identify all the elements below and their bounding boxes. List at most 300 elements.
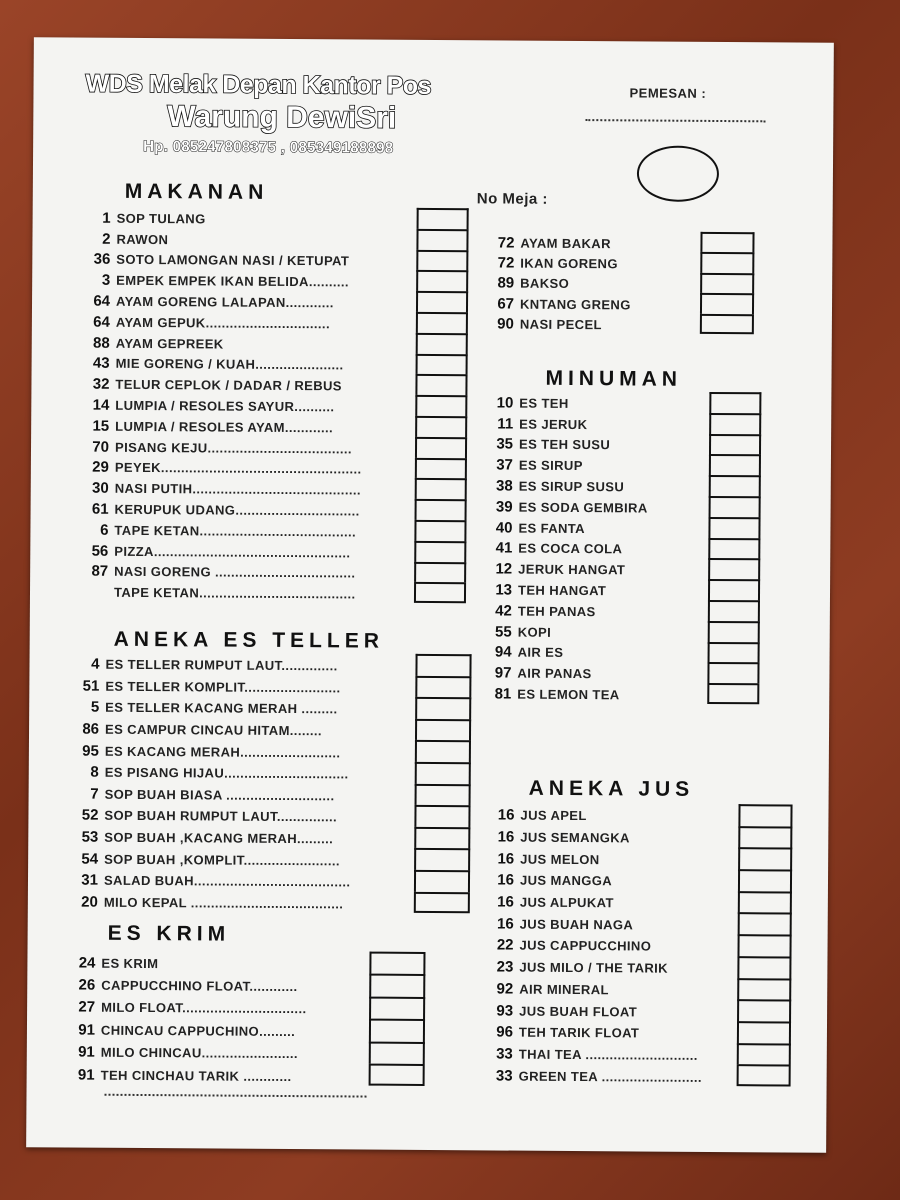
- quantity-box[interactable]: [414, 870, 470, 892]
- menu-item-name: ES KACANG MERAH.........................: [104, 743, 341, 761]
- es-krim-qty-boxes: [369, 952, 426, 1087]
- quantity-box[interactable]: [737, 1021, 791, 1043]
- quantity-box[interactable]: [414, 520, 466, 541]
- menu-item-name: TELUR CEPLOK / DADAR / REBUS: [115, 377, 342, 394]
- menu-item-number: 39: [495, 498, 513, 516]
- menu-item: [478, 642, 708, 664]
- menu-item-name: CHINCAU CAPPUCHINO.........: [100, 1022, 296, 1039]
- menu-item-name: AIR ES: [517, 645, 564, 661]
- menu-item-name: ES TELLER RUMPUT LAUT..............: [105, 657, 338, 674]
- menu-item-name: ES CAMPUR CINCAU HITAM........: [105, 721, 322, 739]
- menu-item-number: 51: [82, 677, 100, 695]
- menu-item-number: 38: [496, 477, 513, 495]
- aneka-jus-list: [479, 804, 739, 1088]
- menu-item: [479, 413, 709, 435]
- quantity-box[interactable]: [369, 1019, 425, 1042]
- table-number-label: No Meja :: [476, 190, 549, 208]
- menu-item-name: ES KRIM: [101, 955, 159, 971]
- quantity-box[interactable]: [415, 437, 467, 458]
- menu-item-number: 52: [81, 807, 99, 825]
- menu-item-name: JUS APEL: [520, 807, 587, 824]
- menu-item-name: NASI PECEL: [519, 316, 602, 333]
- menu-item-number: 56: [91, 542, 109, 560]
- menu-item-name: ES JERUK: [519, 416, 588, 432]
- quantity-box[interactable]: [708, 558, 760, 579]
- quantity-box[interactable]: [737, 1043, 791, 1065]
- menu-item: [76, 228, 416, 251]
- menu-item-number: 16: [497, 806, 515, 824]
- menu-item: [64, 869, 414, 893]
- menu-item-number: 89: [497, 274, 515, 293]
- menu-item: [76, 249, 416, 272]
- menu-item: [65, 783, 415, 807]
- menu-item-name: BAKSO: [520, 276, 570, 292]
- quantity-box[interactable]: [709, 392, 761, 413]
- menu-item-name: MILO FLOAT...............................: [101, 1000, 307, 1017]
- quantity-box[interactable]: [415, 457, 467, 478]
- menu-item: [65, 718, 415, 742]
- menu-item: [65, 740, 415, 764]
- menu-item: [479, 476, 709, 498]
- quantity-box[interactable]: [709, 434, 761, 455]
- menu-item-name: TEH PANAS: [517, 603, 596, 620]
- quantity-box[interactable]: [414, 848, 470, 870]
- menu-item: [477, 663, 707, 685]
- menu-item-number: 35: [496, 435, 514, 454]
- menu-item-name: JUS BUAH FLOAT: [519, 1003, 638, 1019]
- menu-item: [479, 1043, 737, 1066]
- menu-item-name: CAPPUCCHINO FLOAT............: [101, 977, 298, 995]
- quantity-box[interactable]: [700, 293, 754, 314]
- orderer-field[interactable]: [585, 119, 765, 122]
- menu-item-number: 27: [78, 999, 96, 1017]
- menu-item-number: 72: [497, 234, 515, 252]
- menu-item: [479, 956, 737, 979]
- menu-item-name: TEH HANGAT: [517, 582, 607, 599]
- section-title-makanan: MAKANAN: [124, 179, 269, 204]
- quantity-box[interactable]: [737, 999, 791, 1021]
- menu-item: [74, 519, 414, 542]
- quantity-box[interactable]: [416, 249, 468, 270]
- quantity-box[interactable]: [415, 478, 467, 499]
- menu-item: [76, 270, 416, 293]
- quantity-box[interactable]: [415, 783, 471, 805]
- orderer-label: PEMESAN :: [629, 85, 707, 101]
- menu-item-name: MILO KEPAL ......................................: [103, 894, 344, 912]
- menu-item-number: 11: [497, 415, 514, 433]
- menu-item-number: 86: [82, 720, 100, 738]
- menu-item-name: RAWON: [116, 231, 169, 247]
- makanan-qty-boxes: [414, 208, 469, 603]
- quantity-box[interactable]: [415, 374, 467, 395]
- menu-item-name: KOPI: [517, 624, 552, 640]
- menu-item-number: 2: [102, 230, 111, 248]
- quantity-box[interactable]: [700, 232, 754, 253]
- menu-item-number: 15: [92, 417, 110, 435]
- quantity-box[interactable]: [416, 333, 468, 354]
- quantity-box[interactable]: [709, 475, 761, 496]
- menu-item: [480, 232, 700, 254]
- menu-item-number: 91: [78, 1043, 95, 1061]
- menu-item: [480, 253, 700, 275]
- quantity-box[interactable]: [700, 273, 754, 294]
- menu-item: [75, 457, 415, 480]
- makanan-right-list: [480, 232, 701, 335]
- menu-item-number: 94: [494, 643, 512, 662]
- quantity-box[interactable]: [415, 654, 471, 676]
- quantity-box[interactable]: [369, 996, 425, 1019]
- aneka-jus-qty-boxes: [737, 804, 793, 1086]
- menu-item-number: 54: [81, 850, 99, 868]
- quantity-box[interactable]: [738, 913, 792, 935]
- menu-item-number: 5: [90, 699, 100, 717]
- quantity-box[interactable]: [414, 805, 470, 827]
- menu-item-name: SOP BUAH ,KOMPLIT........................: [104, 851, 340, 869]
- menu-item-name: PEYEK..................................................: [114, 460, 362, 477]
- menu-item-name: TAPE KETAN.......................................: [114, 522, 357, 540]
- menu-item: [61, 1063, 369, 1088]
- menu-item-number: 43: [92, 355, 110, 373]
- quantity-box[interactable]: [708, 538, 760, 559]
- quantity-box[interactable]: [708, 579, 760, 600]
- menu-item-number: 53: [81, 828, 99, 846]
- menu-item-number: 1: [102, 209, 111, 227]
- quantity-box[interactable]: [708, 621, 760, 642]
- quantity-box[interactable]: [415, 697, 471, 719]
- menu-item-number: 8: [90, 763, 99, 781]
- quantity-box[interactable]: [707, 662, 759, 683]
- es-teller-qty-boxes: [414, 654, 472, 914]
- menu-item-number: 36: [93, 251, 111, 269]
- menu-item-number: 10: [496, 394, 514, 412]
- menu-item: [478, 621, 708, 643]
- menu-item: [479, 1021, 737, 1044]
- menu-item-name: KERUPUK UDANG...............................: [114, 501, 360, 519]
- quantity-box[interactable]: [708, 600, 760, 621]
- es-krim-blank-line[interactable]: [104, 1094, 366, 1098]
- menu-item-name: JUS MANGGA: [519, 873, 613, 889]
- menu-item-name: AYAM GORENG LALAPAN............: [115, 293, 334, 311]
- menu-item: [65, 653, 415, 677]
- menu-item: [479, 934, 737, 957]
- menu-item-name: AIR PANAS: [517, 665, 592, 682]
- quantity-box[interactable]: [415, 675, 471, 697]
- menu-item: [75, 436, 415, 459]
- menu-item-name: MILO CHINCAU........................: [100, 1044, 298, 1062]
- menu-item-number: 29: [92, 459, 109, 477]
- menu-item-number: 26: [78, 976, 96, 994]
- quantity-box[interactable]: [415, 740, 471, 762]
- quantity-box[interactable]: [738, 891, 792, 913]
- menu-item-name: ES LEMON TEA: [517, 686, 620, 703]
- menu-item: [480, 314, 700, 336]
- makanan-list: [74, 208, 417, 606]
- menu-item-number: 32: [92, 375, 110, 394]
- quantity-box[interactable]: [369, 1064, 425, 1087]
- menu-item-number: 97: [494, 664, 512, 682]
- minuman-list: [477, 392, 709, 706]
- menu-item-number: 64: [93, 313, 110, 331]
- restaurant-name: Warung DewiSri: [167, 100, 397, 135]
- menu-item: [75, 374, 415, 397]
- menu-item: [480, 869, 738, 892]
- menu-item-number: 42: [495, 602, 512, 620]
- menu-item: [76, 291, 416, 314]
- section-title-es-krim: ES KRIM: [107, 921, 231, 946]
- menu-item-number: 87: [91, 563, 109, 581]
- menu-item: [74, 582, 414, 605]
- menu-item-number: 4: [91, 655, 100, 673]
- menu-item: [479, 1000, 737, 1023]
- menu-item: [75, 499, 415, 522]
- menu-item: [478, 580, 708, 602]
- table-number-circle[interactable]: [637, 145, 719, 202]
- quantity-box[interactable]: [416, 270, 468, 291]
- quantity-box[interactable]: [737, 1064, 791, 1086]
- menu-item: [478, 559, 708, 581]
- menu-item-number: 61: [91, 500, 109, 518]
- menu-item: [480, 891, 738, 914]
- menu-item-name: LUMPIA / RESOLES SAYUR..........: [115, 397, 335, 415]
- menu-item: [61, 996, 369, 1021]
- menu-item: [65, 675, 415, 699]
- menu-item-name: THAI TEA ............................: [518, 1046, 698, 1063]
- makanan-right-qty-boxes: [700, 232, 755, 334]
- quantity-box[interactable]: [415, 762, 471, 784]
- menu-item-name: JUS ALPUKAT: [519, 894, 614, 911]
- quantity-box[interactable]: [738, 804, 792, 826]
- menu-item-name: JUS CAPPUCCHINO: [519, 938, 652, 955]
- menu-item: [65, 761, 415, 785]
- quantity-box[interactable]: [709, 413, 761, 434]
- menu-item-name: JUS MILO / THE TARIK: [519, 959, 669, 976]
- menu-item-name: IKAN GORENG: [520, 255, 618, 272]
- menu-item: [77, 208, 417, 231]
- menu-item: [479, 496, 709, 518]
- es-teller-list: [64, 653, 416, 915]
- menu-item: [480, 294, 700, 316]
- menu-item-number: 16: [497, 871, 515, 889]
- menu-item: [61, 1041, 369, 1066]
- menu-item-number: 16: [497, 893, 514, 911]
- menu-item-name: AYAM GEPREEK: [115, 335, 224, 352]
- quantity-box[interactable]: [414, 827, 470, 849]
- quantity-box[interactable]: [707, 683, 759, 704]
- menu-item-name: JUS MELON: [520, 851, 600, 867]
- menu-item-number: 13: [495, 581, 513, 599]
- menu-item-number: 81: [494, 685, 512, 703]
- quantity-box[interactable]: [415, 499, 467, 520]
- quantity-box[interactable]: [369, 1041, 425, 1064]
- quantity-box[interactable]: [737, 978, 791, 1000]
- menu-item: [75, 415, 415, 438]
- menu-item-number: 16: [497, 850, 515, 868]
- menu-item-number: 95: [82, 742, 99, 760]
- menu-item-number: 70: [92, 438, 110, 456]
- menu-item: [65, 697, 415, 721]
- quantity-box[interactable]: [414, 582, 466, 603]
- quantity-box[interactable]: [416, 353, 468, 374]
- menu-item-name: JUS BUAH NAGA: [519, 916, 634, 933]
- menu-item: [480, 826, 738, 849]
- menu-item-name: ES SIRUP SUSU: [518, 478, 625, 495]
- menu-item-number: 23: [496, 958, 514, 976]
- menu-item: [75, 478, 415, 501]
- menu-item-name: GREEN TEA .........................: [518, 1068, 702, 1085]
- menu-item-number: 3: [101, 271, 111, 290]
- section-title-aneka-jus: ANEKA JUS: [528, 776, 695, 801]
- menu-item-name: NASI GORENG ...................................: [114, 564, 356, 581]
- quantity-box[interactable]: [414, 891, 470, 913]
- quantity-box[interactable]: [700, 313, 754, 334]
- menu-item-number: 16: [497, 828, 515, 846]
- quantity-box[interactable]: [737, 956, 791, 978]
- menu-item: [61, 951, 369, 976]
- menu-item-number: 31: [81, 871, 99, 889]
- menu-item: [74, 561, 414, 584]
- menu-item: [64, 805, 414, 829]
- restaurant-phone: Hp. 085247808375 , 085349188898: [143, 137, 394, 157]
- section-title-minuman: MINUMAN: [545, 366, 683, 391]
- menu-item: [480, 848, 738, 871]
- menu-item-number: 14: [92, 396, 110, 414]
- menu-item: [61, 974, 369, 999]
- menu-item: [480, 804, 738, 827]
- quantity-box[interactable]: [415, 416, 467, 437]
- menu-item-number: 33: [496, 1045, 513, 1063]
- menu-item: [479, 392, 709, 414]
- menu-item: [479, 978, 737, 1001]
- menu-item-number: 72: [497, 254, 515, 272]
- menu-item-name: ES PISANG HIJAU...............................: [104, 764, 349, 782]
- menu-item-name: TEH CINCHAU TARIK ............: [100, 1067, 292, 1084]
- quantity-box[interactable]: [708, 517, 760, 538]
- menu-item-number: 12: [495, 560, 513, 578]
- quantity-box[interactable]: [709, 496, 761, 517]
- menu-item-number: 90: [497, 315, 514, 333]
- menu-item-name: JERUK HANGAT: [518, 561, 626, 578]
- menu-item-number: 30: [91, 479, 109, 498]
- menu-item-number: 7: [90, 785, 99, 803]
- section-title-es-teller: ANEKA ES TELLER: [113, 627, 384, 653]
- quantity-box[interactable]: [416, 229, 468, 250]
- menu-item: [64, 848, 414, 872]
- menu-item-name: ES COCA COLA: [518, 541, 623, 557]
- menu-item-name: AYAM GEPUK...............................: [115, 314, 331, 332]
- menu-item-name: ES SODA GEMBIRA: [518, 499, 648, 516]
- menu-item-name: TEH TARIK FLOAT: [518, 1024, 640, 1041]
- menu-item-name: JUS SEMANGKA: [520, 829, 630, 846]
- menu-item-number: 92: [496, 980, 514, 998]
- menu-item: [477, 683, 707, 705]
- menu-item-number: 22: [496, 936, 514, 955]
- quantity-box[interactable]: [737, 934, 791, 956]
- menu-item-name: KNTANG GRENG: [519, 296, 631, 313]
- menu-item-number: 33: [495, 1067, 513, 1085]
- menu-item-number: 20: [81, 893, 98, 911]
- menu-item-number: 91: [77, 1066, 95, 1084]
- menu-item: [479, 1065, 737, 1088]
- quantity-box[interactable]: [738, 826, 792, 848]
- menu-item-number: 55: [494, 623, 512, 641]
- quantity-box[interactable]: [369, 974, 425, 997]
- menu-item-name: ES TELLER KACANG MERAH .........: [105, 700, 338, 717]
- quantity-box[interactable]: [416, 291, 468, 312]
- menu-item: [478, 517, 708, 539]
- menu-item-number: 93: [496, 1002, 514, 1020]
- menu-item-name: PISANG KEJU....................................: [114, 439, 353, 457]
- minuman-qty-boxes: [707, 392, 761, 704]
- menu-item-name: ES TEH SUSU: [518, 437, 611, 453]
- menu-item-name: SOP TULANG: [116, 210, 206, 227]
- menu-item: [64, 891, 414, 915]
- quantity-box[interactable]: [700, 252, 754, 273]
- menu-item-name: AIR MINERAL: [519, 981, 609, 998]
- menu-item-name: AYAM BAKAR: [520, 235, 611, 251]
- menu-item-name: SOTO LAMONGAN NASI / KETUPAT: [116, 252, 350, 269]
- restaurant-location: WDS Melak Depan Kantor Pos: [85, 69, 432, 100]
- menu-item: [75, 395, 415, 418]
- menu-item-number: 67: [497, 295, 515, 313]
- menu-item: [480, 273, 700, 295]
- menu-item-name: TAPE KETAN.......................................: [113, 585, 356, 602]
- menu-item-number: 88: [93, 334, 110, 352]
- quantity-box[interactable]: [417, 208, 469, 229]
- quantity-box[interactable]: [369, 952, 425, 975]
- menu-item-name: ES FANTA: [518, 520, 586, 536]
- quantity-box[interactable]: [708, 642, 760, 663]
- menu-item-name: PIZZA.................................................: [114, 543, 351, 561]
- es-krim-list: [61, 951, 370, 1087]
- menu-item-number: 16: [496, 915, 514, 933]
- menu-item: [479, 455, 709, 477]
- quantity-box[interactable]: [414, 541, 466, 562]
- menu-item: [74, 540, 414, 563]
- quantity-box[interactable]: [415, 719, 471, 741]
- order-form-paper: [26, 37, 834, 1153]
- menu-item: [76, 312, 416, 335]
- menu-item: [64, 826, 414, 850]
- menu-item: [76, 332, 416, 355]
- menu-item-name: SOP BUAH ,KACANG MERAH.........: [104, 829, 334, 847]
- menu-item-number: 96: [496, 1023, 514, 1041]
- quantity-box[interactable]: [416, 312, 468, 333]
- menu-item: [76, 353, 416, 376]
- menu-item-number: 91: [78, 1021, 96, 1039]
- menu-item-number: 6: [100, 521, 109, 539]
- menu-item-name: ES SIRUP: [518, 457, 583, 474]
- menu-item-name: ES TELLER KOMPLIT........................: [105, 678, 341, 696]
- menu-item-name: SOP BUAH BIASA ...........................: [104, 786, 335, 804]
- menu-item-name: LUMPIA / RESOLES AYAM............: [115, 418, 334, 436]
- menu-item: [480, 913, 738, 936]
- menu-item: [61, 1019, 369, 1044]
- menu-item-name: MIE GORENG / KUAH......................: [115, 356, 344, 373]
- menu-item-name: ES TEH: [519, 395, 569, 411]
- quantity-box[interactable]: [738, 869, 792, 891]
- quantity-box[interactable]: [414, 561, 466, 582]
- menu-item-number: 41: [495, 539, 513, 558]
- quantity-box[interactable]: [738, 848, 792, 870]
- menu-item: [478, 538, 708, 560]
- quantity-box[interactable]: [709, 454, 761, 475]
- menu-item-name: SOP BUAH RUMPUT LAUT...............: [104, 808, 338, 825]
- menu-item-number: 40: [495, 519, 513, 537]
- menu-item-name: NASI PUTIH..........................................: [114, 481, 361, 498]
- menu-item-number: 37: [496, 456, 513, 474]
- menu-item-number: 64: [93, 292, 111, 310]
- quantity-box[interactable]: [415, 395, 467, 416]
